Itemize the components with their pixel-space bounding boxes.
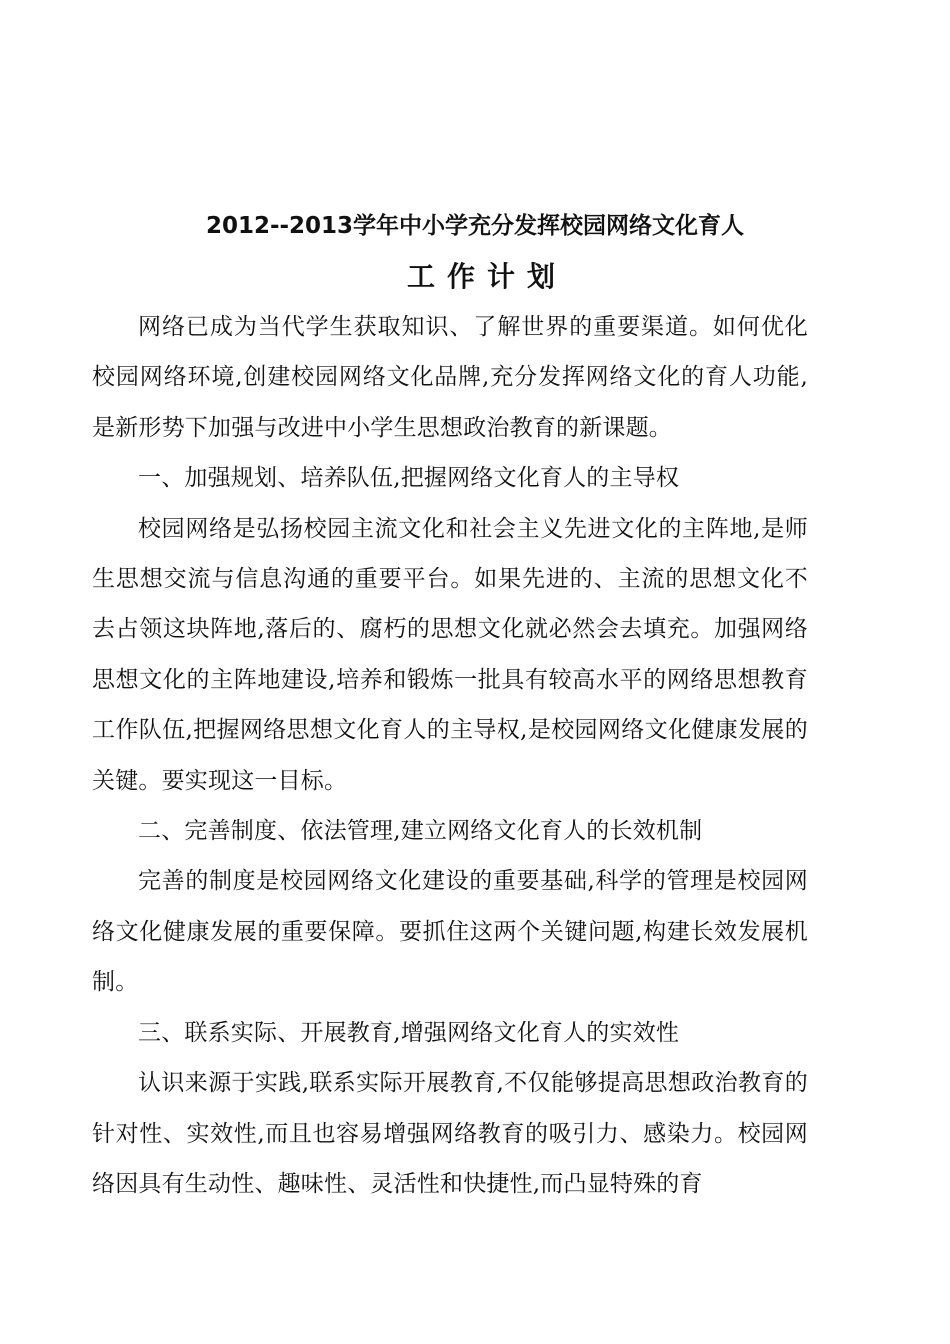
section-heading-1: 一、加强规划、培养队伍,把握网络文化育人的主导权 xyxy=(138,465,680,492)
body-paragraph: 校园网络是弘扬校园主流文化和社会主义先进文化的主阵地,是师生思想交流与信息沟通的重要平台。如果先进的、主流的思想文化不去占领这块阵地,落后的、腐朽的思想文化就必然会去填充。加强网络思想文化的主阵地建设,培养和锻炼一批具有较高水平的网络思想教育工作队伍,把握网络思想文化育人的主导权,是校园网络文化健康发展的关键。要实现这一目标。 xyxy=(92,515,808,794)
document-title-line-1: 2012--2013学年中小学充分发挥校园网络文化育人 xyxy=(205,213,745,239)
body-paragraph: 完善的制度是校园网络文化建设的重要基础,科学的管理是校园网络文化健康发展的重要保障。要抓住这两个关键问题,构建长效发展机制。 xyxy=(92,868,808,996)
body-paragraph: 认识来源于实践,联系实际开展教育,不仅能够提高思想政治教育的针对性、实效性,而且也容易增强网络教育的吸引力、感染力。校园网络因具有生动性、趣味性、灵活性和快捷性,而凸显特殊的育 xyxy=(92,1070,808,1197)
document-body xyxy=(92,302,808,1209)
section-heading-2: 二、完善制度、依法管理,建立网络文化育人的长效机制 xyxy=(138,818,703,845)
body-paragraph: 网络已成为当代学生获取知识、了解世界的重要渠道。如何优化校园网络环境,创建校园网络文化品牌,充分发挥网络文化的育人功能,是新形势下加强与改进中小学生思想政治教育的新课题。 xyxy=(92,314,808,441)
document-title-line-2: 工作计划 xyxy=(406,260,567,293)
section-heading-3: 三、联系实际、开展教育,增强网络文化育人的实效性 xyxy=(138,1019,680,1046)
